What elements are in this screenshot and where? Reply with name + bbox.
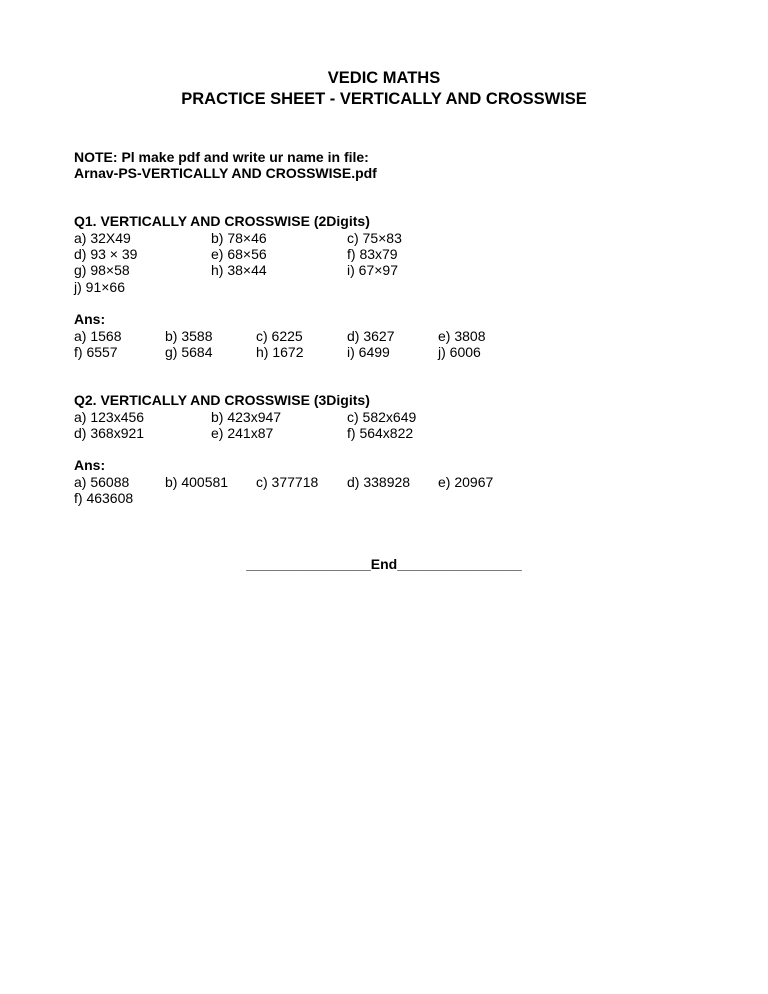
q1-answer: e) 3808 bbox=[438, 328, 486, 344]
q1-answer: c) 6225 bbox=[256, 328, 303, 344]
q2-answer: e) 20967 bbox=[438, 474, 494, 490]
q2-question: f) 564x822 bbox=[347, 425, 414, 442]
q1-question: c) 75×83 bbox=[347, 230, 402, 246]
q2-answer: f) 463608 bbox=[74, 490, 134, 507]
q1-answer: h) 1672 bbox=[256, 344, 304, 361]
note-line-2: Arnav-PS-VERTICALLY AND CROSSWISE.pdf bbox=[74, 165, 377, 181]
q1-answer: f) 6557 bbox=[74, 344, 118, 361]
q1-question: b) 78×46 bbox=[211, 230, 267, 246]
q1-answer: a) 1568 bbox=[74, 328, 122, 344]
q2-question: a) 123x456 bbox=[74, 409, 145, 425]
q1-question: a) 32X49 bbox=[74, 230, 131, 246]
q2-question: b) 423x947 bbox=[211, 409, 282, 425]
q1-answer: b) 3588 bbox=[165, 328, 213, 344]
q2-answer: d) 338928 bbox=[347, 474, 411, 490]
q1-answer: i) 6499 bbox=[347, 344, 390, 361]
q2-answers-label: Ans: bbox=[74, 457, 106, 473]
q1-answer: j) 6006 bbox=[438, 344, 481, 361]
q2-question: d) 368x921 bbox=[74, 425, 145, 442]
q2-answer: a) 56088 bbox=[74, 474, 130, 490]
q2-answer: c) 377718 bbox=[256, 474, 319, 490]
note-line-1: NOTE: Pl make pdf and write ur name in file: bbox=[74, 149, 369, 165]
q1-answer: d) 3627 bbox=[347, 328, 395, 344]
q1-question: i) 67×97 bbox=[347, 262, 398, 279]
q2-question: c) 582x649 bbox=[347, 409, 417, 425]
q1-question: g) 98×58 bbox=[74, 262, 130, 279]
q2-question: e) 241x87 bbox=[211, 425, 274, 442]
q1-answers-label: Ans: bbox=[74, 311, 106, 327]
q1-question: d) 93 × 39 bbox=[74, 246, 138, 263]
end-marker: ________________End________________ bbox=[246, 556, 522, 572]
q1-question: j) 91×66 bbox=[74, 278, 125, 295]
sheet-subtitle: PRACTICE SHEET - VERTICALLY AND CROSSWISE bbox=[181, 90, 587, 108]
q2-heading: Q2. VERTICALLY AND CROSSWISE (3Digits) bbox=[74, 392, 370, 408]
note-block bbox=[74, 149, 377, 181]
q2-answer: b) 400581 bbox=[165, 474, 229, 490]
sheet-title: VEDIC MATHS bbox=[327, 69, 441, 87]
q1-answer: g) 5684 bbox=[165, 344, 213, 361]
q1-question: e) 68×56 bbox=[211, 246, 267, 263]
q1-heading: Q1. VERTICALLY AND CROSSWISE (2Digits) bbox=[74, 213, 370, 229]
q1-question: h) 38×44 bbox=[211, 262, 267, 279]
q1-question: f) 83x79 bbox=[347, 246, 398, 263]
